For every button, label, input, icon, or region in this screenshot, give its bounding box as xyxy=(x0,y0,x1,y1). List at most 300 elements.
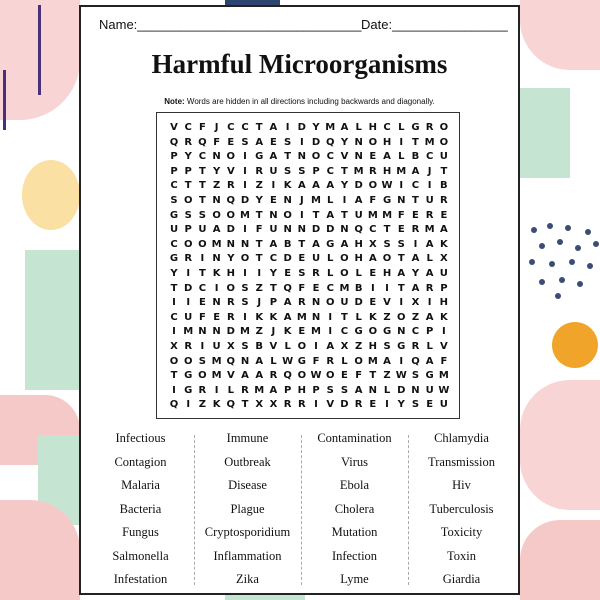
grid-letter: G xyxy=(184,384,193,396)
grid-letter: S xyxy=(284,136,292,148)
grid-letter: E xyxy=(270,195,277,206)
word-item: Ebola xyxy=(339,478,370,492)
grid-letter: P xyxy=(312,165,320,177)
grid-letter: J xyxy=(257,297,262,309)
grid-letter: N xyxy=(212,195,221,206)
grid-letter: W xyxy=(381,180,393,192)
grid-letter: I xyxy=(399,136,404,148)
grid-letter: I xyxy=(214,282,219,294)
grid-letter: I xyxy=(243,165,247,177)
word-item: Immune xyxy=(226,431,269,445)
grid-letter: G xyxy=(297,355,306,367)
grid-letter: C xyxy=(184,122,192,133)
grid-row xyxy=(167,310,451,326)
grid-letter: M xyxy=(311,195,321,206)
grid-letter: T xyxy=(255,122,263,133)
grid-letter: A xyxy=(283,297,292,309)
grid-letter: N xyxy=(240,238,250,250)
grid-letter: U xyxy=(184,311,193,323)
grid-letter: T xyxy=(255,209,263,221)
grid-letter: L xyxy=(270,355,277,367)
grid-letter: D xyxy=(311,136,321,148)
grid-letter: C xyxy=(425,151,434,163)
word-item: Chlamydia xyxy=(434,431,489,445)
grid-row xyxy=(167,164,451,180)
grid-letter: T xyxy=(184,180,192,192)
grid-letter: A xyxy=(312,180,320,192)
grid-letter: F xyxy=(355,370,363,382)
grid-letter: E xyxy=(341,370,348,382)
grid-letter: M xyxy=(211,238,222,250)
grid-letter: L xyxy=(355,268,362,279)
grid-letter: T xyxy=(170,282,178,294)
grid-letter: O xyxy=(169,355,179,367)
word-item: Bacteria xyxy=(119,501,162,516)
grid-letter: M xyxy=(311,326,321,338)
grid-letter: Y xyxy=(227,253,235,265)
grid-letter: R xyxy=(326,355,335,367)
grid-letter: D xyxy=(354,180,363,192)
mint-rectangle xyxy=(520,88,570,178)
grid-letter: W xyxy=(282,355,294,367)
grid-letter: A xyxy=(269,238,278,250)
grid-letter: O xyxy=(439,122,449,133)
grid-letter: R xyxy=(226,297,235,309)
grid-letter: I xyxy=(172,326,176,338)
word-item: Outbreak xyxy=(224,454,271,469)
grid-row xyxy=(167,251,451,267)
grid-letter: F xyxy=(213,136,221,148)
grid-letter: A xyxy=(354,384,363,396)
grid-row xyxy=(167,397,451,413)
word-item: Inflammation xyxy=(213,548,282,563)
grid-letter: R xyxy=(440,195,448,206)
grid-letter: P xyxy=(312,384,320,396)
grid-letter: O xyxy=(368,136,378,148)
grid-letter: T xyxy=(270,282,277,294)
grid-letter: A xyxy=(368,253,377,265)
grid-letter: S xyxy=(411,370,420,382)
grid-letter: G xyxy=(397,341,406,352)
grid-letter: D xyxy=(297,122,306,133)
grid-letter: H xyxy=(354,253,363,265)
grid-letter: X xyxy=(440,253,448,265)
grid-letter: T xyxy=(198,165,206,177)
grid-letter: E xyxy=(198,297,206,309)
grid-letter: I xyxy=(314,399,318,411)
grid-letter: I xyxy=(186,268,191,279)
grid-letter: W xyxy=(310,370,322,382)
word-item: Infectious xyxy=(115,431,166,445)
grid-letter: M xyxy=(211,370,222,382)
word-item: Mutation xyxy=(331,525,378,539)
purple-line xyxy=(3,70,6,130)
grid-letter: N xyxy=(226,238,235,250)
grid-letter: Z xyxy=(255,326,263,338)
grid-row xyxy=(167,120,451,136)
grid-letter: I xyxy=(385,399,389,411)
grid-letter: R xyxy=(368,165,377,177)
grid-letter: A xyxy=(212,224,221,236)
grid-letter: O xyxy=(396,311,406,323)
grid-letter: U xyxy=(439,399,448,411)
orange-circle xyxy=(552,322,598,368)
grid-letter: O xyxy=(311,151,321,163)
grid-letter: G xyxy=(169,253,179,265)
grid-letter: M xyxy=(367,355,378,367)
grid-letter: D xyxy=(226,326,235,338)
grid-letter: U xyxy=(425,195,434,206)
grid-letter: E xyxy=(227,136,235,148)
word-item: Infection xyxy=(331,548,378,563)
grid-letter: F xyxy=(255,224,263,236)
header-row xyxy=(99,17,508,37)
grid-letter: Q xyxy=(226,399,236,411)
grid-letter: R xyxy=(283,399,292,411)
pink-blob-bottom-right xyxy=(520,520,600,600)
grid-letter: M xyxy=(240,326,250,338)
grid-letter: D xyxy=(326,224,335,236)
grid-letter: C xyxy=(170,311,178,323)
grid-letter: D xyxy=(354,297,363,309)
grid-letter: I xyxy=(370,282,375,294)
grid-letter: L xyxy=(227,384,234,396)
grid-letter: S xyxy=(326,384,334,396)
grid-letter: I xyxy=(413,238,418,250)
grid-letter: I xyxy=(299,209,304,221)
grid-letter: O xyxy=(368,326,378,338)
grid-letter: V xyxy=(383,297,391,309)
grid-letter: R xyxy=(297,297,306,309)
grid-letter: E xyxy=(369,151,377,163)
grid-letter: Z xyxy=(212,180,221,192)
grid-letter: P xyxy=(283,384,292,396)
grid-letter: Y xyxy=(340,180,349,192)
grid-letter: N xyxy=(212,151,221,163)
grid-letter: S xyxy=(241,282,249,294)
grid-letter: C xyxy=(326,282,334,294)
grid-letter: D xyxy=(340,399,349,411)
word-item: Zika xyxy=(236,572,259,586)
grid-letter: J xyxy=(214,122,219,133)
grid-letter: R xyxy=(297,399,306,411)
grid-letter: L xyxy=(398,122,405,133)
grid-letter: T xyxy=(298,238,306,250)
grid-letter: F xyxy=(397,209,405,221)
grid-letter: F xyxy=(440,355,448,367)
grid-letter: V xyxy=(170,122,178,133)
grid-letter: I xyxy=(243,311,247,323)
grid-letter: B xyxy=(283,238,292,250)
grid-letter: N xyxy=(397,195,406,206)
word-item: Transmission xyxy=(428,454,495,469)
grid-letter: N xyxy=(297,151,307,163)
grid-letter: C xyxy=(326,151,334,163)
grid-letter: Y xyxy=(340,136,349,148)
grid-letter: A xyxy=(340,238,349,250)
grid-letter: L xyxy=(398,151,405,163)
grid-letter: A xyxy=(326,209,335,221)
grid-letter: K xyxy=(255,311,264,323)
grid-letter: G xyxy=(354,326,363,338)
grid-letter: X xyxy=(255,399,264,411)
note-text xyxy=(81,97,518,106)
grid-letter: L xyxy=(426,253,433,265)
grid-letter: R xyxy=(425,282,434,294)
grid-letter: F xyxy=(198,311,206,323)
grid-letter: R xyxy=(255,165,264,177)
grid-letter: Z xyxy=(198,399,207,411)
grid-letter: I xyxy=(200,341,205,352)
word-item: Disease xyxy=(228,478,267,492)
grid-letter: W xyxy=(438,384,450,396)
grid-letter: Q xyxy=(226,355,236,367)
grid-letter: A xyxy=(354,195,363,206)
grid-letter: A xyxy=(397,268,406,279)
grid-letter: T xyxy=(397,253,405,265)
grid-letter: T xyxy=(198,268,206,279)
grid-letter: L xyxy=(355,122,362,133)
navy-dots-icon xyxy=(528,222,600,302)
grid-letter: A xyxy=(425,355,434,367)
grid-letter: X xyxy=(368,238,377,250)
grid-letter: K xyxy=(212,268,221,279)
grid-letter: A xyxy=(383,151,391,163)
grid-letter: F xyxy=(298,282,306,294)
grid-row xyxy=(167,149,451,165)
grid-letter: D xyxy=(283,253,292,265)
grid-letter: I xyxy=(243,180,247,192)
grid-letter: I xyxy=(186,399,191,411)
grid-letter: J xyxy=(299,195,304,206)
grid-letter: E xyxy=(369,399,377,411)
grid-letter: I xyxy=(385,282,389,294)
grid-letter: M xyxy=(325,122,336,133)
grid-letter: I xyxy=(399,180,404,192)
grid-letter: Q xyxy=(354,224,363,236)
grid-letter: E xyxy=(369,268,377,279)
grid-letter: T xyxy=(412,195,419,206)
grid-letter: W xyxy=(395,370,407,382)
grid-letter: K xyxy=(439,238,448,250)
grid-letter: D xyxy=(226,224,235,236)
grid-letter: O xyxy=(198,238,207,250)
grid-letter: O xyxy=(325,297,335,309)
grid-letter: N xyxy=(240,355,250,367)
word-item: Virus xyxy=(340,454,369,469)
grid-letter: E xyxy=(270,136,277,148)
grid-letter: Y xyxy=(411,268,420,279)
grid-letter: M xyxy=(296,311,307,323)
grid-letter: R xyxy=(226,180,235,192)
grid-letter: Q xyxy=(325,136,335,148)
grid-letter: I xyxy=(399,297,404,309)
grid-letter: T xyxy=(312,209,320,221)
word-item: Salmonella xyxy=(112,548,169,563)
grid-row xyxy=(167,193,451,209)
grid-letter: U xyxy=(311,253,321,265)
mint-bar-bottom xyxy=(225,595,305,600)
grid-letter: U xyxy=(439,268,448,279)
grid-row xyxy=(167,324,451,340)
grid-letter: R xyxy=(184,341,193,352)
grid-letter: V xyxy=(326,399,335,411)
grid-letter: O xyxy=(183,355,193,367)
grid-letter: F xyxy=(312,355,320,367)
grid-letter: O xyxy=(183,238,193,250)
grid-letter: S xyxy=(298,268,306,279)
grid-letter: N xyxy=(198,326,207,338)
grid-letter: V xyxy=(340,151,349,163)
grid-letter: I xyxy=(427,297,432,309)
grid-letter: D xyxy=(240,195,250,206)
grid-letter: N xyxy=(411,384,420,396)
grid-letter: U xyxy=(439,151,448,163)
pink-blob-top-right xyxy=(520,0,600,70)
grid-letter: O xyxy=(212,209,221,221)
grid-letter: D xyxy=(397,384,406,396)
name-field: Name:_______________________________ xyxy=(99,17,362,32)
grid-letter: N xyxy=(311,311,321,323)
grid-letter: I xyxy=(200,253,205,265)
grid-letter: K xyxy=(368,311,377,323)
grid-letter: M xyxy=(353,165,364,177)
grid-letter: R xyxy=(411,224,420,236)
grid-letter: B xyxy=(411,151,420,163)
grid-letter: N xyxy=(269,209,278,221)
grid-letter: O xyxy=(283,209,292,221)
grid-letter: A xyxy=(340,122,349,133)
grid-letter: Q xyxy=(198,136,207,148)
grid-letter: O xyxy=(226,282,236,294)
grid-letter: C xyxy=(411,180,420,192)
grid-letter: O xyxy=(240,253,250,265)
grid-letter: I xyxy=(214,384,219,396)
grid-letter: O xyxy=(340,268,349,279)
grid-letter: V xyxy=(226,370,235,382)
grid-letter: S xyxy=(241,341,249,352)
grid-letter: R xyxy=(411,341,420,352)
navy-dot-pattern xyxy=(528,222,600,302)
grid-letter: H xyxy=(297,384,307,396)
grid-letter: O xyxy=(354,355,363,367)
grid-letter: P xyxy=(425,326,434,338)
grid-letter: P xyxy=(184,224,192,236)
grid-letter: H xyxy=(382,136,392,148)
grid-letter: T xyxy=(241,399,249,411)
grid-letter: A xyxy=(269,151,278,163)
grid-letter: Y xyxy=(255,195,263,206)
grid-letter: Z xyxy=(383,370,391,382)
grid-letter: Y xyxy=(397,399,405,411)
grid-row xyxy=(167,208,451,224)
grid-letter: X xyxy=(269,399,278,411)
grid-letter: H xyxy=(382,268,392,279)
word-item: Contagion xyxy=(114,454,167,469)
grid-letter: J xyxy=(271,326,276,338)
grid-letter: C xyxy=(198,282,207,294)
grid-letter: O xyxy=(325,370,335,382)
grid-letter: Y xyxy=(212,165,221,177)
grid-row xyxy=(167,295,451,311)
grid-letter: L xyxy=(355,311,362,323)
grid-letter: M xyxy=(396,165,407,177)
grid-row xyxy=(167,368,451,384)
grid-letter: K xyxy=(283,180,292,192)
grid-letter: I xyxy=(285,122,290,133)
grid-letter: T xyxy=(397,282,405,294)
grid-letter: I xyxy=(257,268,262,279)
grid-letter: E xyxy=(213,311,221,323)
word-item: Infestation xyxy=(113,572,168,586)
grid-letter: U xyxy=(269,165,278,177)
grid-letter: O xyxy=(297,370,307,382)
grid-letter: Y xyxy=(184,151,192,163)
grid-row xyxy=(167,178,451,194)
grid-letter: A xyxy=(297,180,306,192)
grid-letter: V xyxy=(226,165,235,177)
date-field: Date:________________ xyxy=(361,17,508,32)
grid-letter: A xyxy=(255,370,264,382)
grid-letter: T xyxy=(170,370,178,382)
grid-letter: S xyxy=(298,165,306,177)
grid-letter: P xyxy=(170,151,178,163)
word-item: Toxicity xyxy=(440,525,483,539)
grid-letter: M xyxy=(183,326,194,338)
grid-letter: Z xyxy=(255,180,263,192)
grid-row xyxy=(167,339,451,355)
grid-letter: H xyxy=(368,341,378,352)
grid-letter: A xyxy=(312,238,320,250)
grid-row xyxy=(167,383,451,399)
yellow-circle xyxy=(22,160,80,230)
grid-row xyxy=(167,266,451,282)
grid-letter: X xyxy=(411,297,420,309)
grid-letter: L xyxy=(327,195,334,206)
grid-letter: N xyxy=(212,253,221,265)
grid-letter: O xyxy=(183,195,193,206)
grid-letter: N xyxy=(311,297,321,309)
mint-rectangle xyxy=(25,250,80,390)
grid-letter: M xyxy=(240,209,250,221)
purple-line xyxy=(38,5,41,95)
grid-letter: N xyxy=(283,224,292,236)
word-column xyxy=(408,427,515,592)
grid-letter: H xyxy=(226,268,235,279)
grid-letter: T xyxy=(255,253,263,265)
grid-letter: Y xyxy=(170,268,178,279)
word-item: Malaria xyxy=(121,478,160,492)
grid-letter: S xyxy=(340,384,349,396)
grid-letter: I xyxy=(314,341,318,352)
grid-letter: C xyxy=(241,122,249,133)
grid-letter: O xyxy=(226,209,236,221)
grid-letter: L xyxy=(284,341,291,352)
grid-letter: R xyxy=(269,370,278,382)
word-item: Cryptosporidium xyxy=(204,525,291,539)
word-item: Fungus xyxy=(122,525,159,539)
word-item: Contamination xyxy=(317,431,392,445)
grid-letter: E xyxy=(397,224,405,236)
grid-letter: Y xyxy=(269,268,278,279)
grid-letter: Q xyxy=(169,136,179,148)
grid-letter: S xyxy=(241,136,249,148)
pink-blob-bottom-right xyxy=(520,380,600,510)
grid-letter: E xyxy=(298,253,306,265)
grid-letter: R xyxy=(425,209,434,221)
grid-letter: I xyxy=(271,180,276,192)
grid-row xyxy=(167,222,451,238)
